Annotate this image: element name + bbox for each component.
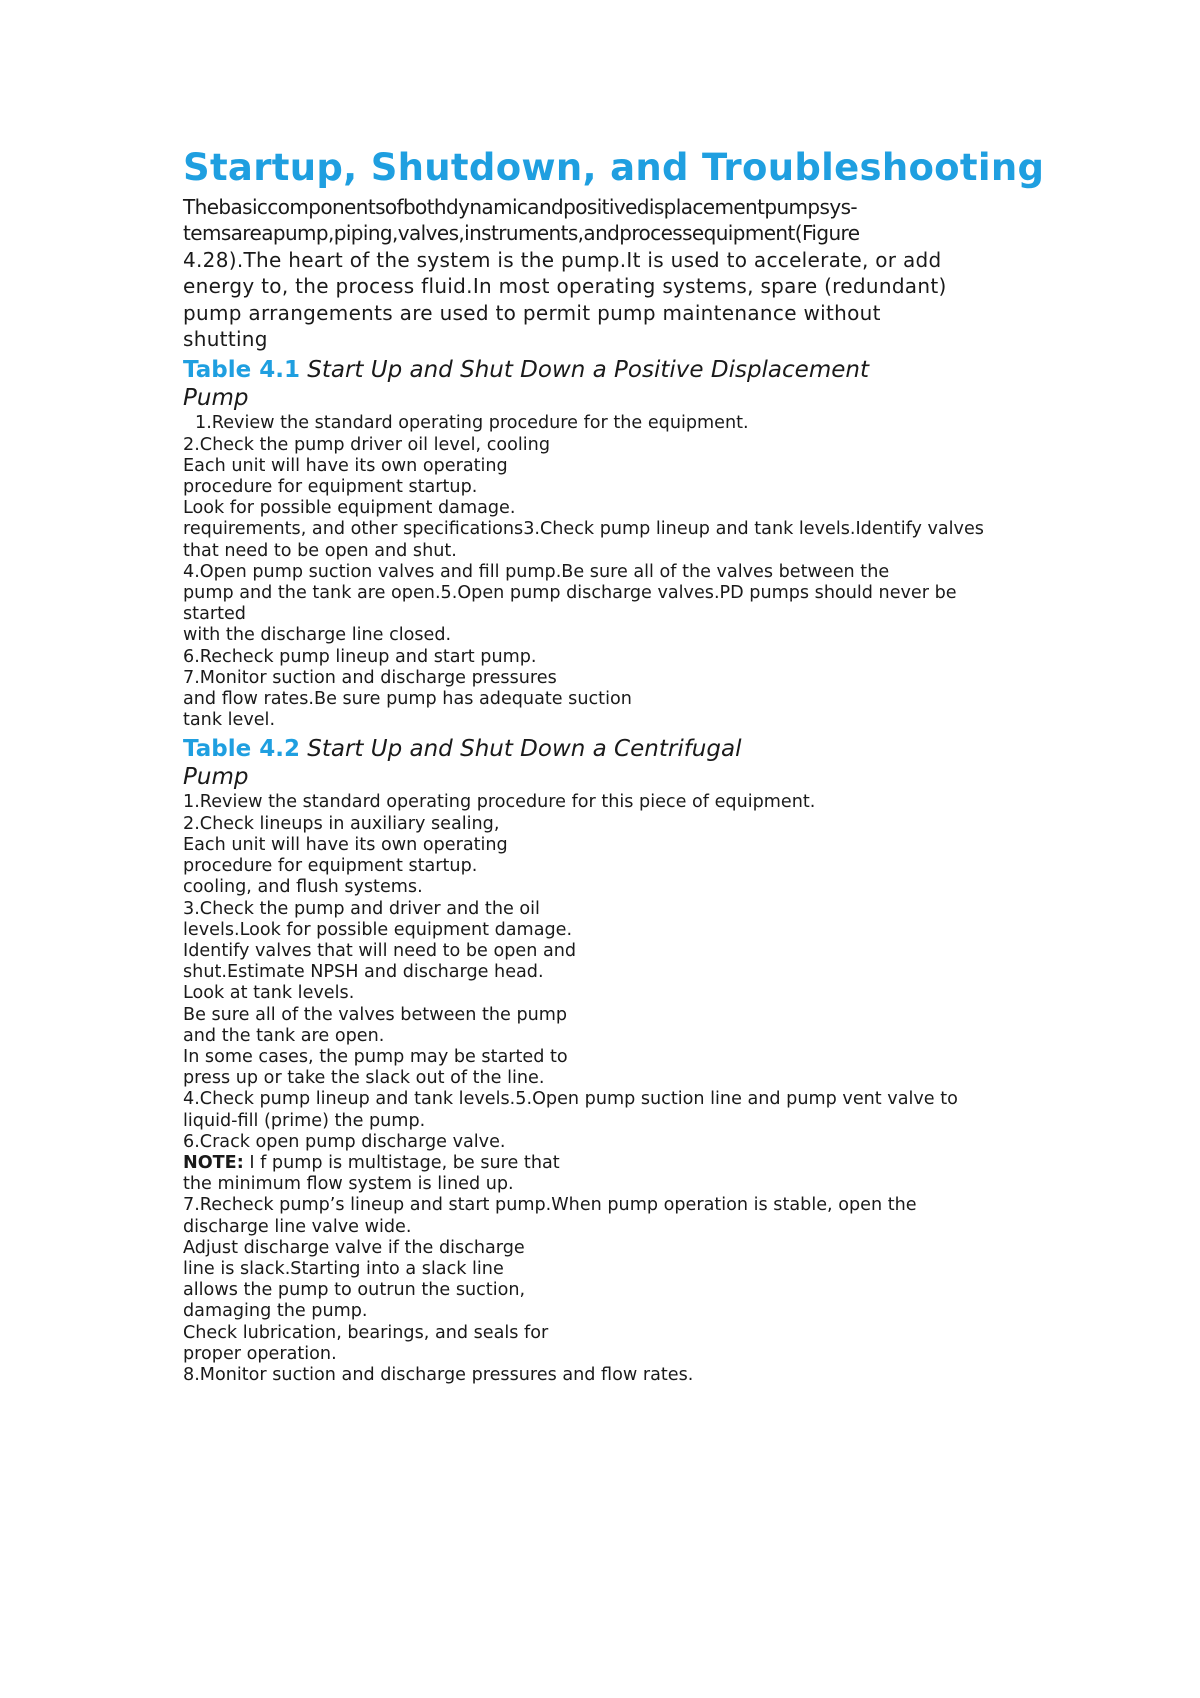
step-line: Check lubrication, bearings, and seals for xyxy=(183,1322,549,1343)
step-line: 1.Review the standard operating procedure for this piece of equipment. xyxy=(183,792,816,813)
step-line: the minimum flow system is lined up. xyxy=(183,1174,514,1195)
intro-line: Thebasiccomponentsofbothdynamicandpositivedisplacementpumpsys- xyxy=(183,195,858,219)
step-line: procedure for equipment startup. xyxy=(183,477,478,498)
step-line: that need to be open and shut. xyxy=(183,540,457,561)
note-line xyxy=(183,1153,1063,1174)
intro-line: 4.28).The heart of the system is the pump.It is used to accelerate, or add xyxy=(183,247,942,272)
intro-line: energy to, the process fluid.In most operating systems, spare (redundant) xyxy=(183,274,947,299)
table-4-2-steps xyxy=(183,792,1063,1386)
step-line: 4.Open pump suction valves and fill pump.Be sure all of the valves between the xyxy=(183,561,890,582)
step-line: liquid-fill (prime) the pump. xyxy=(183,1110,426,1131)
step-line: 3.Check the pump and driver and the oil xyxy=(183,898,540,919)
step-line: Adjust discharge valve if the discharge xyxy=(183,1237,525,1258)
intro-line: pump arrangements are used to permit pump maintenance without xyxy=(183,300,881,325)
step-line: and flow rates.Be sure pump has adequate suction xyxy=(183,689,632,710)
step-line: 1.Review the standard operating procedure for the equipment. xyxy=(195,413,749,434)
table-4-1-steps xyxy=(183,413,1063,731)
step-line: Look for possible equipment damage. xyxy=(183,498,516,519)
page-title: Startup, Shutdown, and Troubleshooting xyxy=(183,146,1045,189)
step-line: tank level. xyxy=(183,710,276,731)
step-line: 7.Monitor suction and discharge pressures xyxy=(183,667,557,688)
step-line: 7.Recheck pump’s lineup and start pump.When pump operation is stable, open the xyxy=(183,1195,917,1216)
table-number: Table 4.1 xyxy=(183,357,300,384)
step-line: In some cases, the pump may be started to xyxy=(183,1046,568,1067)
step-line: discharge line valve wide. xyxy=(183,1216,412,1237)
note-label: NOTE: xyxy=(183,1152,244,1173)
step-line: shut.Estimate NPSH and discharge head. xyxy=(183,962,544,983)
step-line: proper operation. xyxy=(183,1343,337,1364)
intro-line: temsareapump,piping,valves,instruments,andprocessequipment(Figure xyxy=(183,221,860,246)
document-page xyxy=(183,144,1063,1386)
step-line: requirements, and other specifications3.Check pump lineup and tank levels.Identify valves xyxy=(183,519,984,540)
step-line: 2.Check the pump driver oil level, cooling xyxy=(183,434,550,455)
step-line: pump and the tank are open.5.Open pump discharge valves.PD pumps should never be xyxy=(183,583,957,604)
step-line: damaging the pump. xyxy=(183,1301,368,1322)
table-4-2-heading xyxy=(183,735,1063,791)
step-line: Each unit will have its own operating xyxy=(183,455,508,476)
step-line: 2.Check lineups in auxiliary sealing, xyxy=(183,813,500,834)
step-line: cooling, and flush systems. xyxy=(183,877,423,898)
step-line: with the discharge line closed. xyxy=(183,625,452,646)
table-4-1-heading xyxy=(183,356,1063,412)
step-line: line is slack.Starting into a slack line xyxy=(183,1258,504,1279)
intro-line: shutting xyxy=(183,327,268,352)
step-line: allows the pump to outrun the suction, xyxy=(183,1280,526,1301)
table-caption: Start Up and Shut Down a Positive Displacement xyxy=(307,357,869,384)
intro-paragraph xyxy=(183,194,1063,352)
step-line: started xyxy=(183,604,246,625)
step-line: 6.Crack open pump discharge valve. xyxy=(183,1131,506,1152)
step-line: press up or take the slack out of the line. xyxy=(183,1068,545,1089)
note-text: I f pump is multistage, be sure that xyxy=(243,1152,560,1173)
step-line: Look at tank levels. xyxy=(183,983,355,1004)
step-line: Identify valves that will need to be open and xyxy=(183,940,577,961)
step-line: Each unit will have its own operating xyxy=(183,834,508,855)
table-caption-cont: Pump xyxy=(183,764,249,791)
step-line: 4.Check pump lineup and tank levels.5.Open pump suction line and pump vent valve to xyxy=(183,1089,958,1110)
step-line: Be sure all of the valves between the pump xyxy=(183,1004,568,1025)
table-caption: Start Up and Shut Down a Centrifugal xyxy=(307,736,742,763)
step-line: 8.Monitor suction and discharge pressures and flow rates. xyxy=(183,1364,694,1385)
step-line: levels.Look for possible equipment damage. xyxy=(183,919,573,940)
step-line: procedure for equipment startup. xyxy=(183,856,478,877)
step-line: and the tank are open. xyxy=(183,1025,385,1046)
table-number: Table 4.2 xyxy=(183,736,300,763)
step-line: 6.Recheck pump lineup and start pump. xyxy=(183,646,537,667)
table-caption-cont: Pump xyxy=(183,385,249,412)
